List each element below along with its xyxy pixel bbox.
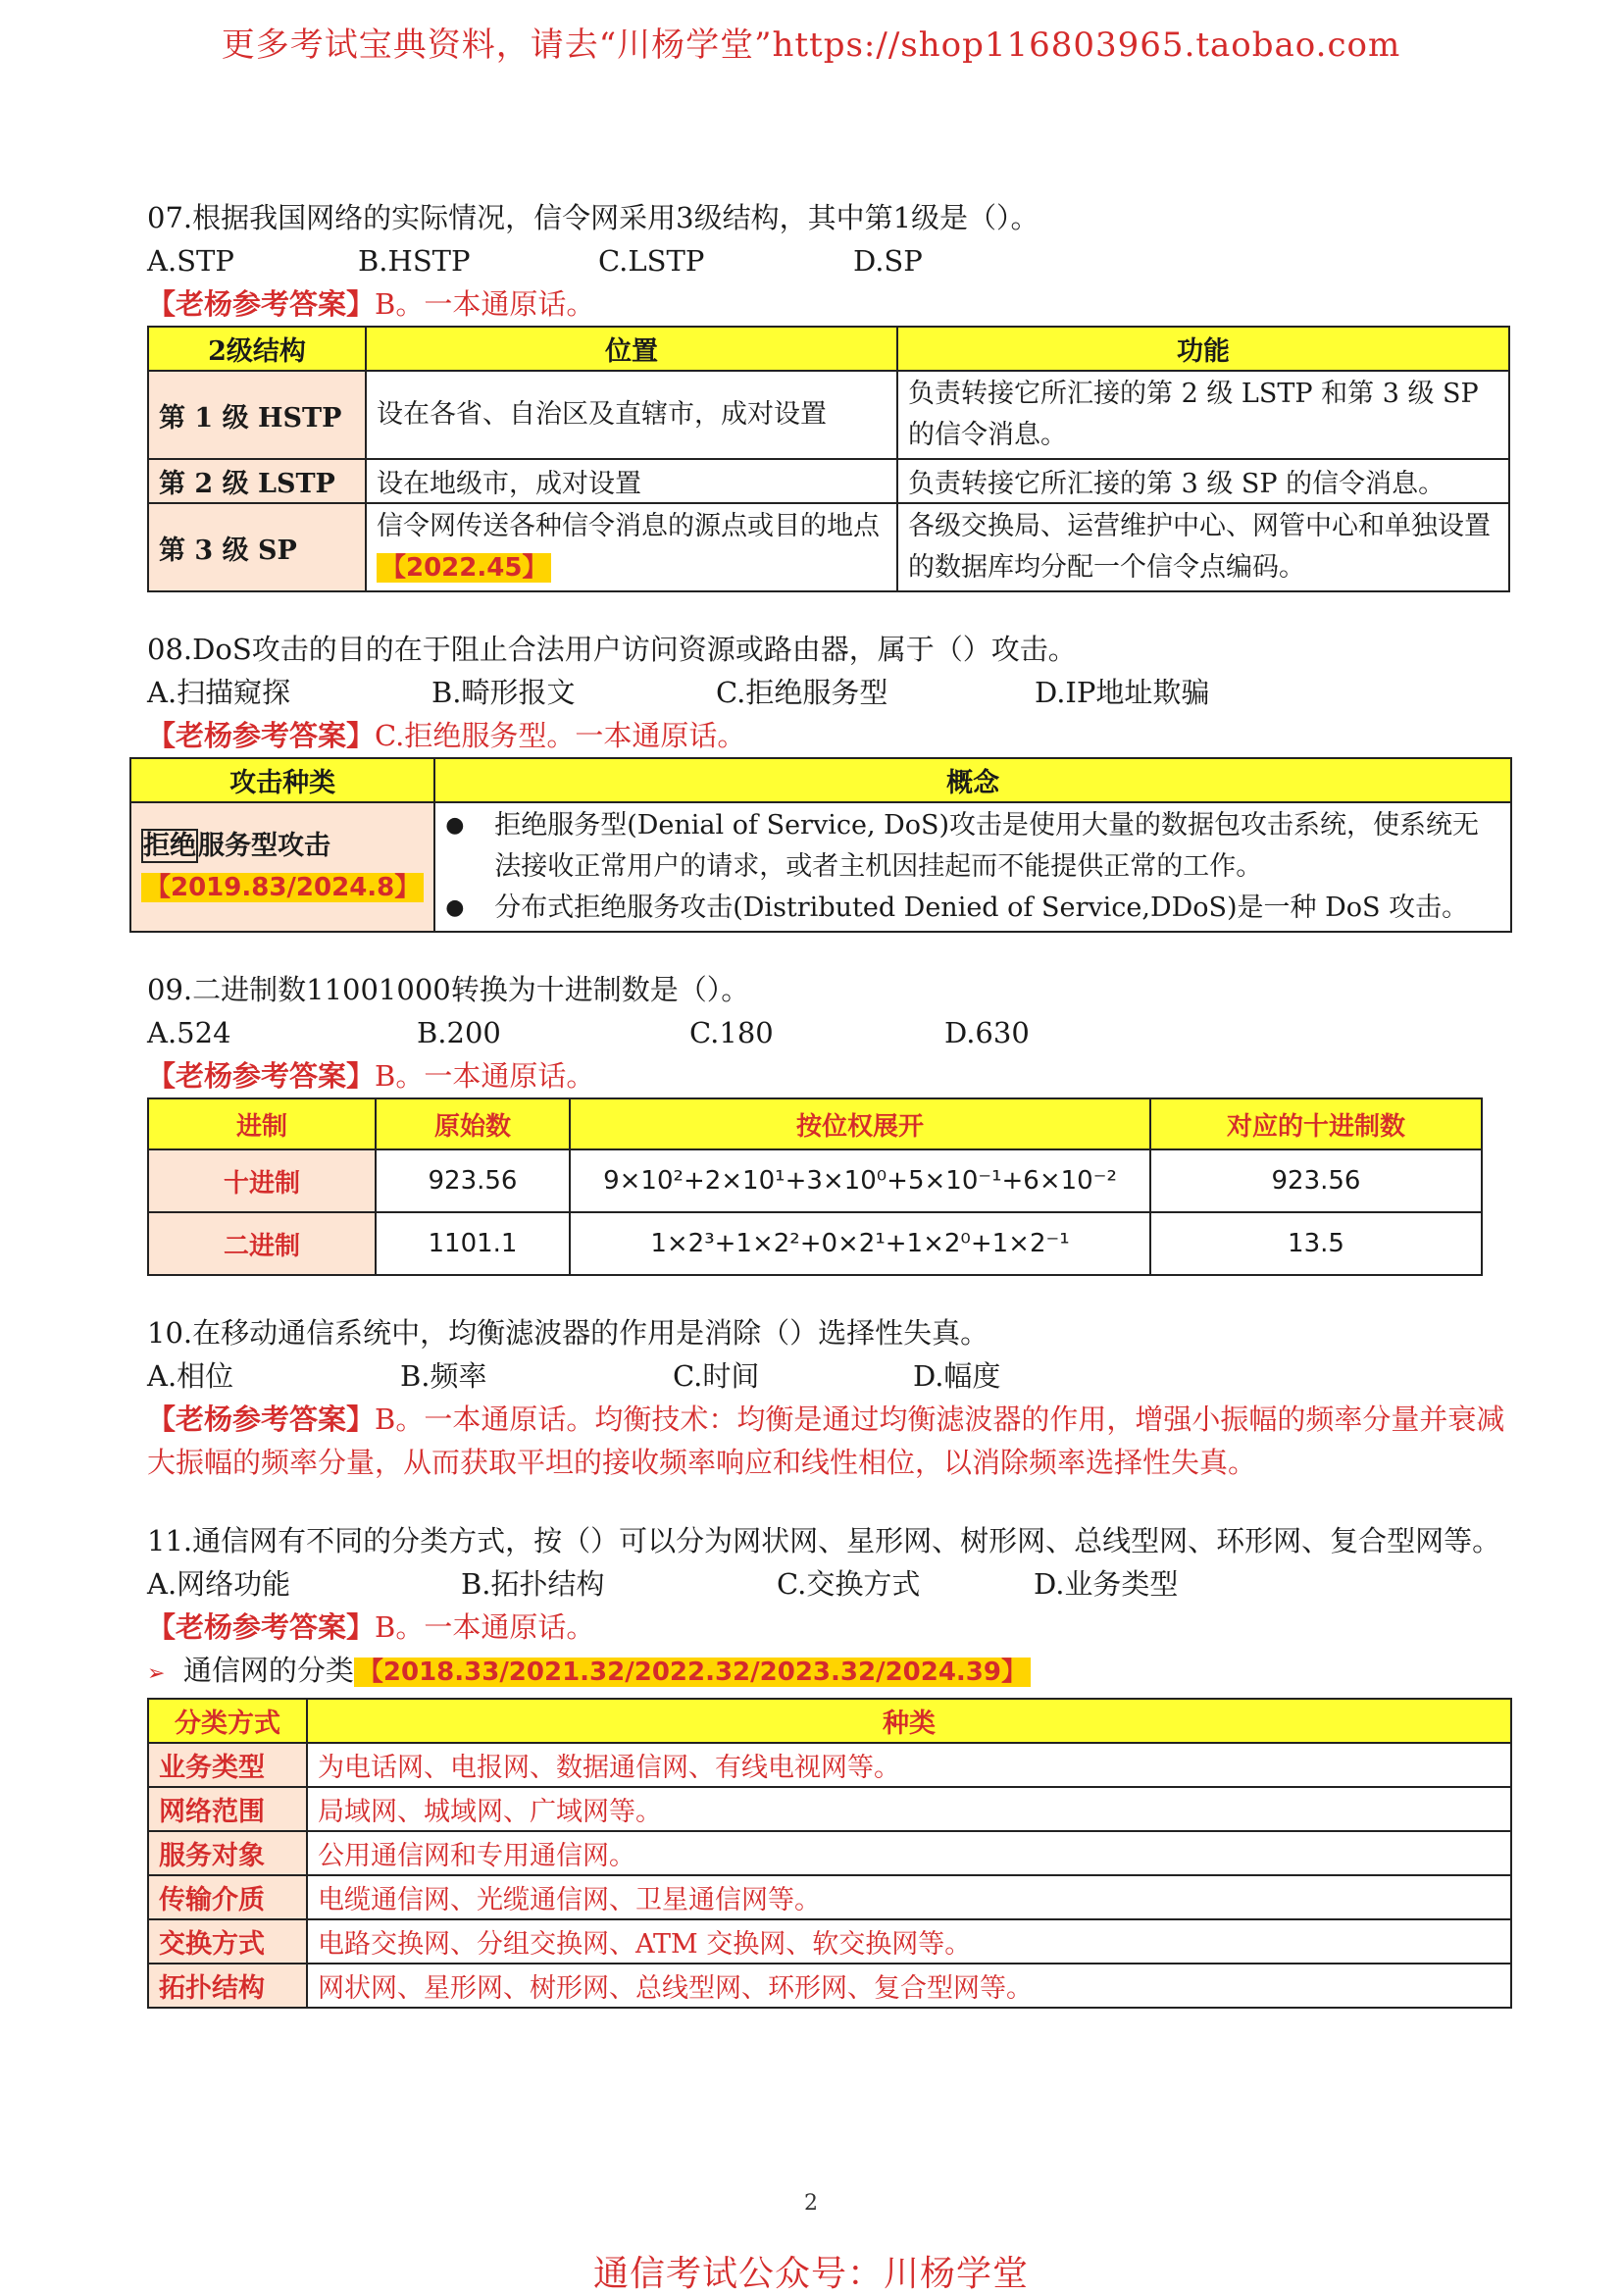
q11-bullet-tag: 【2018.33/2021.32/2022.32/2023.32/2024.39】 xyxy=(354,1658,1031,1687)
q09-question: 09.二进制数11001000转换为十进制数是（）。 xyxy=(147,973,750,1006)
q09-th-base: 进制 xyxy=(148,1098,376,1149)
q07-function-2: 负责转接它所汇接的第 3 级 SP 的信令消息。 xyxy=(897,459,1509,503)
q10-option-c: C.时间 xyxy=(673,1359,760,1393)
q07-answer-text: B。一本通原话。 xyxy=(375,287,595,321)
q10-answer xyxy=(147,1398,1510,1484)
q08-table xyxy=(129,757,1512,933)
q07-option-d: D.SP xyxy=(853,244,923,278)
q09-option-a: A.524 xyxy=(147,1016,231,1049)
q11-answer xyxy=(147,1606,1510,1649)
bullet-icon: ● xyxy=(445,895,465,920)
q11-method-2: 网络范围 xyxy=(148,1787,307,1831)
q10-question: 10.在移动通信系统中，均衡滤波器的作用是消除（）选择性失真。 xyxy=(147,1316,989,1350)
answer-prefix: 【老杨参考答案】 xyxy=(147,1610,376,1644)
q10-option-b: B.频率 xyxy=(400,1359,487,1393)
q09-base-2: 二进制 xyxy=(148,1212,376,1275)
q10-answer-text: B。一本通原话。均衡技术：均衡是通过均衡滤波器的作用，增强小振幅的频率分量并衰减大振幅的频率分量，从而获取平坦的接收频率响应和线性相位，以消除频率选择性失真。 xyxy=(147,1403,1505,1479)
q08-option-d: D.IP地址欺骗 xyxy=(1035,676,1210,709)
q08-concept-1-text: 拒绝服务型(Denial of Service, DoS)攻击是使用大量的数据包攻击系统，使系统无法接收正常用户的请求，或者主机因挂起而不能提供正常的工作。 xyxy=(494,810,1480,882)
q11-th-kinds: 种类 xyxy=(307,1699,1511,1743)
answer-prefix: 【老杨参考答案】 xyxy=(147,719,376,752)
q08-concept-1 xyxy=(445,805,1500,888)
q09-th-expansion: 按位权展开 xyxy=(570,1098,1150,1149)
q09-expansion-2: 1×2³+1×2²+0×2¹+1×2⁰+1×2⁻¹ xyxy=(570,1212,1150,1275)
q11-kinds-3: 公用通信网和专用通信网。 xyxy=(307,1831,1511,1875)
q08-question: 08.DoS攻击的目的在于阻止合法用户访问资源或路由器，属于（）攻击。 xyxy=(147,633,1077,666)
q07-option-b: B.HSTP xyxy=(358,244,471,278)
q07-answer xyxy=(147,282,1510,326)
q07-th-position: 位置 xyxy=(366,327,897,371)
q09-option-d: D.630 xyxy=(944,1016,1030,1049)
q09-decimal-1: 923.56 xyxy=(1150,1149,1482,1212)
q08-type-rest: 服务型攻击 xyxy=(198,831,330,861)
q11-kinds-5: 电路交换网、分组交换网、ATM 交换网、软交换网等。 xyxy=(307,1919,1511,1964)
arrow-bullet-icon: ➢ xyxy=(147,1661,166,1686)
q08-options xyxy=(147,671,1510,714)
answer-prefix: 【老杨参考答案】 xyxy=(147,1403,376,1436)
q07-level-1: 第 1 级 HSTP xyxy=(148,371,366,459)
answer-prefix: 【老杨参考答案】 xyxy=(147,287,376,321)
q07-function-1: 负责转接它所汇接的第 2 级 LSTP 和第 3 级 SP 的信令消息。 xyxy=(897,371,1509,459)
q08-type-tag: 【2019.83/2024.8】 xyxy=(141,873,424,902)
q07-table xyxy=(147,326,1510,592)
q07-question: 07.根据我国网络的实际情况，信令网采用3级结构，其中第1级是（）。 xyxy=(147,201,1039,234)
q07-th-function: 功能 xyxy=(897,327,1509,371)
q11-bullet-line xyxy=(147,1649,1510,1696)
q08-type-boxed: 拒绝 xyxy=(143,831,196,861)
q09-decimal-2: 13.5 xyxy=(1150,1212,1482,1275)
q11-option-b: B.拓扑结构 xyxy=(461,1567,605,1601)
q09-options xyxy=(147,1011,1510,1054)
q09-original-1: 923.56 xyxy=(376,1149,570,1212)
q11-method-4: 传输介质 xyxy=(148,1875,307,1919)
q11-option-d: D.业务类型 xyxy=(1034,1567,1179,1601)
q11-kinds-4: 电缆通信网、光缆通信网、卫星通信网等。 xyxy=(307,1875,1511,1919)
q08-answer-text: C.拒绝服务型。一本通原话。 xyxy=(375,719,746,752)
q09-th-decimal: 对应的十进制数 xyxy=(1150,1098,1482,1149)
q08-concept-2 xyxy=(445,888,1500,929)
page-header: 更多考试宝典资料，请去“川杨学堂”https://shop116803965.taobao.com xyxy=(221,26,1401,65)
q09-base-1: 十进制 xyxy=(148,1149,376,1212)
q11-bullet-label: 通信网的分类 xyxy=(182,1654,354,1687)
q07-option-c: C.LSTP xyxy=(598,244,705,278)
page-footer: 通信考试公众号：川杨学堂 xyxy=(592,2254,1029,2294)
q08-concept-cell xyxy=(434,802,1511,932)
q08-th-concept: 概念 xyxy=(434,758,1511,802)
q07-position-1: 设在各省、自治区及直辖市，成对设置 xyxy=(366,371,897,459)
q08-th-type: 攻击种类 xyxy=(130,758,434,802)
q11-question: 11.通信网有不同的分类方式，按（）可以分为网状网、星形网、树形网、总线型网、环形网、复合型网等。 xyxy=(147,1524,1501,1557)
q11-answer-text: B。一本通原话。 xyxy=(375,1610,595,1644)
q10-option-a: A.相位 xyxy=(147,1359,234,1393)
page-content xyxy=(143,196,1510,2009)
q07-level-2: 第 2 级 LSTP xyxy=(148,459,366,503)
q11-kinds-6: 网状网、星形网、树形网、总线型网、环形网、复合型网等。 xyxy=(307,1964,1511,2008)
q11-method-1: 业务类型 xyxy=(148,1743,307,1787)
q07-position-2: 设在地级市，成对设置 xyxy=(366,459,897,503)
q10-options xyxy=(147,1354,1510,1398)
q08-type-cell xyxy=(130,802,434,932)
q08-option-c: C.拒绝服务型 xyxy=(716,676,888,709)
q11-th-method: 分类方式 xyxy=(148,1699,307,1743)
q08-concept-2-text: 分布式拒绝服务攻击(Distributed Denied of Service,DDoS)是一种 DoS 攻击。 xyxy=(494,893,1469,923)
q11-kinds-2: 局域网、城域网、广域网等。 xyxy=(307,1787,1511,1831)
q11-option-c: C.交换方式 xyxy=(777,1567,921,1601)
q11-options xyxy=(147,1562,1510,1606)
q07-position-3: 信令网传送各种信令消息的源点或目的地点 xyxy=(377,511,880,541)
q09-option-b: B.200 xyxy=(417,1016,501,1049)
q07-th-level: 2级结构 xyxy=(148,327,366,371)
bullet-icon: ● xyxy=(445,813,465,838)
q07-position-3-cell xyxy=(366,503,897,591)
q11-option-a: A.网络功能 xyxy=(147,1567,291,1601)
q09-table xyxy=(147,1097,1483,1276)
q08-option-a: A.扫描窥探 xyxy=(147,676,291,709)
answer-prefix: 【老杨参考答案】 xyxy=(147,1059,376,1093)
q08-option-b: B.畸形报文 xyxy=(431,676,576,709)
q09-expansion-1: 9×10²+2×10¹+3×10⁰+5×10⁻¹+6×10⁻² xyxy=(570,1149,1150,1212)
q07-option-a: A.STP xyxy=(147,244,234,278)
q07-position-3-tag: 【2022.45】 xyxy=(377,553,551,583)
q11-table xyxy=(147,1698,1512,2009)
q09-option-c: C.180 xyxy=(689,1016,774,1049)
q11-method-6: 拓扑结构 xyxy=(148,1964,307,2008)
q08-answer xyxy=(147,714,1510,757)
q09-th-original: 原始数 xyxy=(376,1098,570,1149)
q09-answer xyxy=(147,1054,1510,1097)
q07-function-3: 各级交换局、运营维护中心、网管中心和单独设置的数据库均分配一个信令点编码。 xyxy=(897,503,1509,591)
page-number: 2 xyxy=(804,2191,818,2216)
q11-kinds-1: 为电话网、电报网、数据通信网、有线电视网等。 xyxy=(307,1743,1511,1787)
q11-method-5: 交换方式 xyxy=(148,1919,307,1964)
q07-level-3: 第 3 级 SP xyxy=(148,503,366,591)
q10-option-d: D.幅度 xyxy=(913,1359,1001,1393)
q09-original-2: 1101.1 xyxy=(376,1212,570,1275)
q07-options xyxy=(147,239,1510,282)
q11-method-3: 服务对象 xyxy=(148,1831,307,1875)
q09-answer-text: B。一本通原话。 xyxy=(375,1059,595,1093)
